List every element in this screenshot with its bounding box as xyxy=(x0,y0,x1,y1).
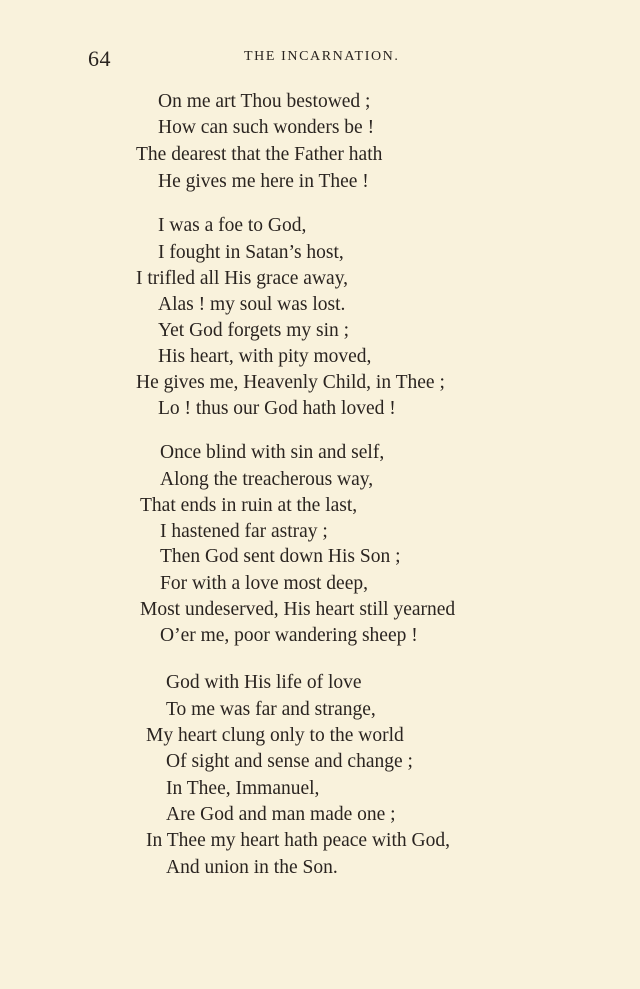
verse-line: O’er me, poor wandering sheep ! xyxy=(160,625,418,646)
verse-line: His heart, with pity moved, xyxy=(158,346,372,367)
verse-line: And union in the Son. xyxy=(166,857,338,878)
verse-line: My heart clung only to the world xyxy=(146,725,404,746)
verse-line: On me art Thou bestowed ; xyxy=(158,91,371,112)
verse-line: Lo ! thus our God hath loved ! xyxy=(158,398,396,419)
verse-line: I hastened far astray ; xyxy=(160,521,328,542)
verse-line: Are God and man made one ; xyxy=(166,804,396,825)
verse-line: He gives me, Heavenly Child, in Thee ; xyxy=(136,372,445,393)
verse-line: Along the treacherous way, xyxy=(160,469,374,490)
verse-line: That ends in ruin at the last, xyxy=(140,495,358,516)
verse-line: How can such wonders be ! xyxy=(158,117,375,138)
verse-line: To me was far and strange, xyxy=(166,699,376,720)
verse-line: In Thee my heart hath peace with God, xyxy=(146,830,450,851)
verse-line: Once blind with sin and self, xyxy=(160,442,385,463)
verse-line: I was a foe to God, xyxy=(158,215,307,236)
running-title: THE INCARNATION. xyxy=(244,49,400,64)
verse-line: God with His life of love xyxy=(166,672,362,693)
verse-line: He gives me here in Thee ! xyxy=(158,171,369,192)
page-number: 64 xyxy=(88,46,111,71)
verse-line: I trifled all His grace away, xyxy=(136,268,349,289)
verse-line: The dearest that the Father hath xyxy=(136,144,383,165)
verse-line: Then God sent down His Son ; xyxy=(160,546,401,567)
verse-line: Alas ! my soul was lost. xyxy=(158,294,346,315)
verse-line: Yet God forgets my sin ; xyxy=(158,320,350,341)
verse-line: Of sight and sense and change ; xyxy=(166,751,413,772)
verse-line: For with a love most deep, xyxy=(160,573,368,594)
verse-line: In Thee, Immanuel, xyxy=(166,778,320,799)
verse-line: I fought in Satan’s host, xyxy=(158,242,344,263)
verse-line: Most undeserved, His heart still yearned xyxy=(140,599,456,620)
